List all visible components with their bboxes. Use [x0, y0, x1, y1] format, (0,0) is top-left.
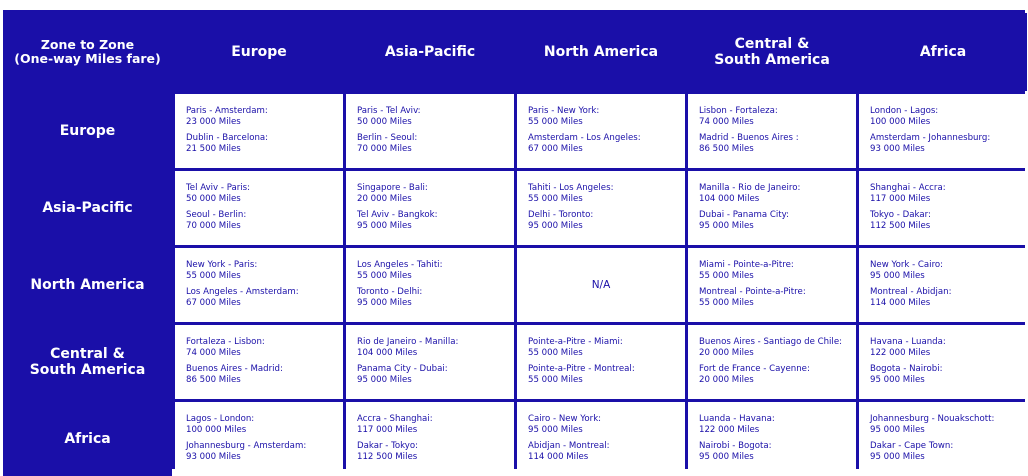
route-entry: [357, 414, 514, 435]
route-pair: Seoul - Berlin:: [186, 210, 247, 221]
route-miles: 70 000 Miles: [186, 220, 241, 231]
route-miles: 100 000 Miles: [186, 424, 247, 435]
route-entry: [870, 364, 1027, 385]
route-miles: 95 000 Miles: [870, 424, 925, 435]
fare-cell-north-america-to-central-south-america: [688, 248, 856, 322]
route-miles: 104 000 Miles: [357, 347, 418, 358]
route-miles: 55 000 Miles: [699, 297, 754, 308]
route-miles: 74 000 Miles: [186, 347, 241, 358]
route-miles: 100 000 Miles: [870, 116, 931, 127]
route-entry: [357, 287, 514, 308]
route-miles: 70 000 Miles: [357, 143, 412, 154]
route-pair: Tel Aviv - Paris:: [186, 183, 251, 193]
route-pair: Dublin - Barcelona:: [186, 133, 269, 144]
route-entry: [186, 210, 343, 231]
route-miles: 95 000 Miles: [528, 220, 583, 231]
route-entry: [699, 337, 856, 358]
fare-cell-north-america-to-north-america: N/A: [517, 248, 685, 322]
route-entry: [699, 287, 856, 308]
route-pair: Panama City - Dubai:: [357, 364, 448, 375]
column-header-europe: Europe: [175, 13, 343, 91]
route-entry: [357, 441, 514, 462]
route-pair: Montreal - Pointe-a-Pitre:: [699, 287, 806, 298]
route-entry: [528, 133, 685, 154]
route-pair: Montreal - Abidjan:: [870, 287, 952, 298]
route-pair: Miami - Pointe-a-Pitre:: [699, 260, 794, 270]
route-miles: 67 000 Miles: [186, 297, 241, 308]
route-pair: Bogota - Nairobi:: [870, 364, 943, 375]
miles-fare-table: [3, 10, 1025, 469]
route-entry: [186, 441, 343, 462]
route-entry: [699, 210, 856, 231]
route-miles: 95 000 Miles: [357, 297, 412, 308]
fare-cell-central-south-america-to-asia-pacific: [346, 325, 514, 399]
route-pair: Los Angeles - Amsterdam:: [186, 287, 299, 298]
route-pair: Manilla - Rio de Janeiro:: [699, 183, 801, 193]
route-miles: 95 000 Miles: [699, 220, 754, 231]
route-pair: Pointe-a-Pitre - Miami:: [528, 337, 623, 347]
fare-cell-africa-to-africa: [859, 402, 1027, 476]
column-header-north-america: North America: [517, 13, 685, 91]
route-miles: 55 000 Miles: [528, 374, 583, 385]
fare-cell-asia-pacific-to-africa: [859, 171, 1027, 245]
route-pair: Dakar - Cape Town:: [870, 441, 954, 452]
route-miles: 104 000 Miles: [699, 193, 760, 204]
route-miles: 95 000 Miles: [357, 374, 412, 385]
route-miles: 21 500 Miles: [186, 143, 241, 154]
fare-cell-africa-to-north-america: [517, 402, 685, 476]
route-pair: Accra - Shanghai:: [357, 414, 433, 424]
route-pair: Paris - New York:: [528, 106, 600, 116]
route-pair: Fortaleza - Lisbon:: [186, 337, 265, 347]
route-miles: 93 000 Miles: [870, 143, 925, 154]
route-entry: [699, 414, 856, 435]
route-miles: 55 000 Miles: [357, 270, 412, 281]
route-miles: 114 000 Miles: [528, 451, 589, 462]
column-header-central-south-america: Central & South America: [688, 13, 856, 91]
route-pair: New York - Paris:: [186, 260, 258, 270]
route-miles: 20 000 Miles: [699, 374, 754, 385]
route-miles: 55 000 Miles: [699, 270, 754, 281]
route-miles: 50 000 Miles: [186, 193, 241, 204]
route-pair: Johannesburg - Amsterdam:: [186, 441, 307, 452]
route-pair: Johannesburg - Nouakschott:: [870, 414, 995, 424]
fare-cell-central-south-america-to-europe: [175, 325, 343, 399]
row-header-north-america: North America: [3, 248, 172, 322]
route-miles: 23 000 Miles: [186, 116, 241, 127]
route-entry: [186, 133, 343, 154]
route-pair: Buenos Aires - Santiago de Chile:: [699, 337, 842, 347]
fare-cell-north-america-to-africa: [859, 248, 1027, 322]
route-miles: 95 000 Miles: [528, 424, 583, 435]
route-entry: [699, 106, 856, 127]
route-miles: 86 500 Miles: [699, 143, 754, 154]
fare-cell-africa-to-central-south-america: [688, 402, 856, 476]
route-miles: 20 000 Miles: [357, 193, 412, 204]
route-entry: [186, 364, 343, 385]
route-entry: [870, 183, 1027, 204]
route-miles: 112 500 Miles: [357, 451, 418, 462]
route-entry: [186, 106, 343, 127]
route-entry: [186, 260, 343, 281]
route-pair: Nairobi - Bogota:: [699, 441, 772, 452]
row-header-africa: Africa: [3, 402, 172, 476]
route-miles: 122 000 Miles: [870, 347, 931, 358]
route-entry: [870, 260, 1027, 281]
route-pair: Berlin - Seoul:: [357, 133, 418, 144]
column-header-asia-pacific: Asia-Pacific: [346, 13, 514, 91]
fare-cell-central-south-america-to-north-america: [517, 325, 685, 399]
fare-cell-asia-pacific-to-europe: [175, 171, 343, 245]
route-entry: [699, 441, 856, 462]
route-entry: [528, 414, 685, 435]
route-pair: Dakar - Tokyo:: [357, 441, 419, 452]
fare-cell-europe-to-africa: [859, 94, 1027, 168]
row-header-asia-pacific: Asia-Pacific: [3, 171, 172, 245]
route-miles: 55 000 Miles: [528, 116, 583, 127]
route-miles: 55 000 Miles: [528, 347, 583, 358]
route-entry: [186, 414, 343, 435]
route-miles: 117 000 Miles: [357, 424, 418, 435]
route-pair: Tel Aviv - Bangkok:: [357, 210, 438, 221]
fare-cell-africa-to-europe: [175, 402, 343, 476]
fare-cell-africa-to-asia-pacific: [346, 402, 514, 476]
route-miles: 67 000 Miles: [528, 143, 583, 154]
route-miles: 117 000 Miles: [870, 193, 931, 204]
route-entry: [870, 441, 1027, 462]
route-entry: [870, 337, 1027, 358]
route-entry: [870, 106, 1027, 127]
route-entry: [186, 287, 343, 308]
route-miles: 122 000 Miles: [699, 424, 760, 435]
column-header-africa: Africa: [859, 13, 1027, 91]
route-pair: Amsterdam - Johannesburg:: [870, 133, 991, 144]
route-pair: Pointe-a-Pitre - Montreal:: [528, 364, 635, 375]
route-entry: [528, 106, 685, 127]
route-pair: Lagos - London:: [186, 414, 255, 424]
route-pair: Tokyo - Dakar:: [870, 210, 931, 221]
route-entry: [699, 183, 856, 204]
route-miles: 95 000 Miles: [870, 374, 925, 385]
route-miles: 95 000 Miles: [357, 220, 412, 231]
corner-header: Zone to Zone (One-way Miles fare): [3, 13, 172, 91]
route-entry: [357, 260, 514, 281]
route-pair: Dubai - Panama City:: [699, 210, 789, 221]
route-miles: 20 000 Miles: [699, 347, 754, 358]
route-miles: 50 000 Miles: [357, 116, 412, 127]
route-pair: Los Angeles - Tahiti:: [357, 260, 443, 270]
route-entry: [357, 133, 514, 154]
route-pair: Luanda - Havana:: [699, 414, 775, 424]
route-pair: Fort de France - Cayenne:: [699, 364, 810, 375]
route-pair: Abidjan - Montreal:: [528, 441, 610, 452]
fare-cell-north-america-to-asia-pacific: [346, 248, 514, 322]
row-header-central-south-america: Central & South America: [3, 325, 172, 399]
route-pair: Paris - Tel Aviv:: [357, 106, 421, 116]
route-entry: [699, 260, 856, 281]
route-pair: Buenos Aires - Madrid:: [186, 364, 283, 375]
fare-cell-asia-pacific-to-asia-pacific: [346, 171, 514, 245]
fare-cell-asia-pacific-to-north-america: [517, 171, 685, 245]
route-entry: [699, 364, 856, 385]
route-entry: [870, 133, 1027, 154]
route-miles: 95 000 Miles: [870, 451, 925, 462]
fare-cell-central-south-america-to-africa: [859, 325, 1027, 399]
route-entry: [528, 210, 685, 231]
route-miles: 55 000 Miles: [528, 193, 583, 204]
route-entry: [528, 183, 685, 204]
route-pair: London - Lagos:: [870, 106, 939, 116]
route-entry: [357, 210, 514, 231]
route-entry: [528, 337, 685, 358]
fare-cell-asia-pacific-to-central-south-america: [688, 171, 856, 245]
fare-cell-europe-to-north-america: [517, 94, 685, 168]
route-entry: [870, 414, 1027, 435]
route-pair: Delhi - Toronto:: [528, 210, 594, 221]
route-entry: [870, 210, 1027, 231]
route-pair: Havana - Luanda:: [870, 337, 946, 347]
route-miles: 112 500 Miles: [870, 220, 931, 231]
row-header-europe: Europe: [3, 94, 172, 168]
route-entry: [186, 337, 343, 358]
route-entry: [357, 364, 514, 385]
route-miles: 95 000 Miles: [699, 451, 754, 462]
route-pair: Amsterdam - Los Angeles:: [528, 133, 641, 144]
route-miles: 114 000 Miles: [870, 297, 931, 308]
route-miles: 95 000 Miles: [870, 270, 925, 281]
route-entry: [357, 106, 514, 127]
route-entry: [699, 133, 856, 154]
route-entry: [528, 364, 685, 385]
route-miles: 74 000 Miles: [699, 116, 754, 127]
route-entry: [357, 337, 514, 358]
route-miles: 55 000 Miles: [186, 270, 241, 281]
route-pair: Singapore - Bali:: [357, 183, 428, 193]
route-pair: Rio de Janeiro - Manilla:: [357, 337, 459, 347]
route-pair: Shanghai - Accra:: [870, 183, 946, 193]
route-miles: 86 500 Miles: [186, 374, 241, 385]
fare-cell-central-south-america-to-central-south-america: [688, 325, 856, 399]
route-entry: [186, 183, 343, 204]
route-entry: [357, 183, 514, 204]
fare-cell-europe-to-europe: [175, 94, 343, 168]
route-pair: Lisbon - Fortaleza:: [699, 106, 778, 116]
route-entry: [528, 441, 685, 462]
route-pair: Paris - Amsterdam:: [186, 106, 268, 116]
fare-cell-north-america-to-europe: [175, 248, 343, 322]
route-miles: 93 000 Miles: [186, 451, 241, 462]
route-pair: New York - Cairo:: [870, 260, 944, 270]
route-entry: [870, 287, 1027, 308]
fare-cell-europe-to-central-south-america: [688, 94, 856, 168]
route-pair: Madrid - Buenos Aires :: [699, 133, 799, 144]
route-pair: Tahiti - Los Angeles:: [528, 183, 614, 193]
route-pair: Cairo - New York:: [528, 414, 602, 424]
route-pair: Toronto - Delhi:: [357, 287, 423, 298]
fare-cell-europe-to-asia-pacific: [346, 94, 514, 168]
